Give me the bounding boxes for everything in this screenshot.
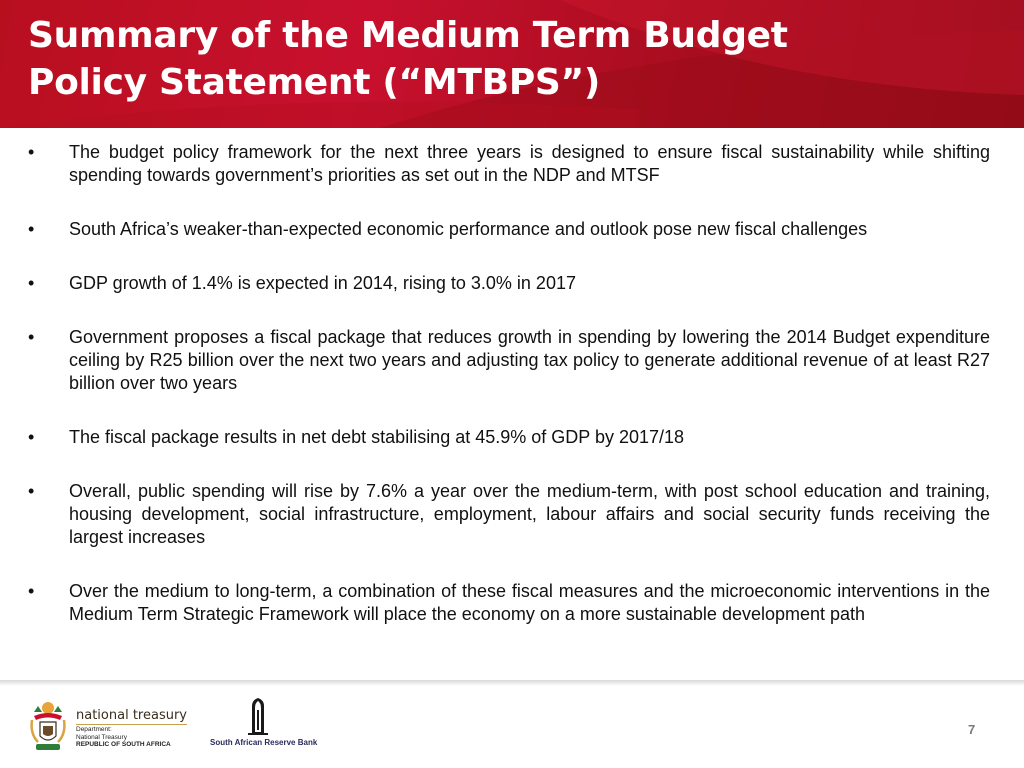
page-title bbox=[28, 12, 928, 106]
bullet-text: Over the medium to long-term, a combination of these fiscal measures and the microeconomic interventions in the Medium Term Strategic Framework will place the economy on a more sustainable development path bbox=[69, 581, 990, 624]
bullet-item bbox=[28, 580, 990, 626]
bullet-dot: • bbox=[28, 327, 35, 347]
bullet-dot: • bbox=[28, 273, 35, 293]
treasury-department-text bbox=[76, 726, 171, 749]
slide-header bbox=[0, 0, 1024, 128]
title-line-2: Policy Statement (“MTBPS”) bbox=[28, 62, 601, 103]
bullet-text: The fiscal package results in net debt stabilising at 45.9% of GDP by 2017/18 bbox=[69, 427, 685, 447]
bullet-text: The budget policy framework for the next three years is designed to ensure fiscal sustainability while shifting spending towards government’s priorities as set out in the NDP and MTSF bbox=[69, 142, 990, 185]
bullet-item bbox=[28, 272, 990, 295]
bullet-text: Overall, public spending will rise by 7.6% a year over the medium-term, with post school education and training, housing development, social infrastructure, employment, labour affairs and social security funds receiving the largest increases bbox=[69, 481, 990, 547]
reserve-bank-name: South African Reserve Bank bbox=[210, 738, 318, 747]
bullet-list bbox=[28, 141, 990, 657]
bullet-dot: • bbox=[28, 142, 35, 162]
bullet-dot: • bbox=[28, 427, 35, 447]
bullet-item bbox=[28, 326, 990, 395]
bullet-dot: • bbox=[28, 481, 35, 501]
bullet-dot: • bbox=[28, 219, 35, 239]
reserve-bank-logo bbox=[206, 696, 316, 752]
bullet-dot: • bbox=[28, 581, 35, 601]
bullet-item bbox=[28, 218, 990, 241]
treasury-sub-line-1: Department: bbox=[76, 726, 112, 733]
page-number: 7 bbox=[968, 722, 976, 737]
treasury-sub-line-2: National Treasury bbox=[76, 733, 127, 741]
reserve-bank-emblem-icon bbox=[238, 696, 278, 736]
bullet-text: Government proposes a fiscal package that reduces growth in spending by lowering the 2014 Budget expenditure ceiling by R25 billion over the next two years and adjusting tax policy to generate additional revenue of at least R27 billion over two years bbox=[69, 327, 990, 393]
title-line-1: Summary of the Medium Term Budget bbox=[28, 15, 788, 56]
national-treasury-logo bbox=[28, 698, 187, 754]
bullet-item bbox=[28, 141, 990, 187]
bullet-item bbox=[28, 480, 990, 549]
bullet-text: South Africa’s weaker-than-expected economic performance and outlook pose new fiscal challenges bbox=[69, 219, 868, 239]
bullet-item bbox=[28, 426, 990, 449]
bullet-text: GDP growth of 1.4% is expected in 2014, rising to 3.0% in 2017 bbox=[69, 273, 576, 293]
treasury-sub-line-3: REPUBLIC OF SOUTH AFRICA bbox=[76, 741, 171, 748]
footer-divider bbox=[0, 680, 1024, 686]
coat-of-arms-icon bbox=[28, 698, 68, 754]
treasury-name: national treasury bbox=[76, 708, 187, 723]
